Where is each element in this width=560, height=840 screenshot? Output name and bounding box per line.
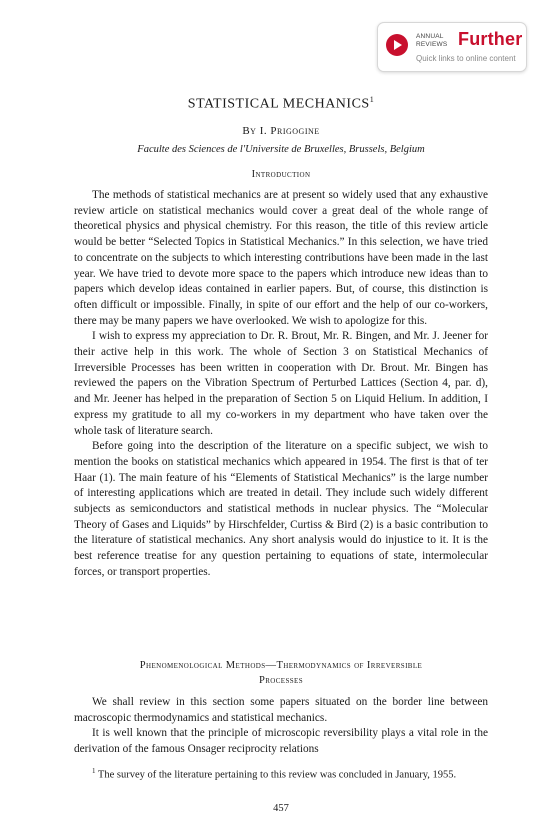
page-number: 457 xyxy=(273,803,289,814)
phenomenological-body xyxy=(74,695,488,758)
quick-links-label: Quick links to online content xyxy=(416,54,516,63)
play-icon xyxy=(386,34,408,56)
author-line: By I. Prigogine xyxy=(242,125,320,137)
annual-reviews-logo-text: ANNUAL REVIEWS xyxy=(416,33,448,48)
affiliation: Faculte des Sciences de l'Universite de Bruxelles, Brussels, Belgium xyxy=(137,144,425,155)
further-label: Further xyxy=(458,29,523,49)
title-footnote-marker: 1 xyxy=(369,95,375,104)
footnote: $^1$ The survey of the literature pertaining to this review was concluded in January, 1955. xyxy=(92,767,457,781)
section-heading-phenomenological-methods: Phenomenological Methods—Thermodynamics of Irreversible Processes xyxy=(139,660,423,686)
annual-reviews-further-badge[interactable] xyxy=(377,22,527,72)
paragraph: The methods of statistical mechanics are at present so widely used that any exhaustive review article on statistical mechanics would cover a great deal of the whole range of theoretical physics and physical chemistry. For this reason, the title of this review article would be better “Selected Topics in Statistical Mechanics.” In this selection, we have tried to concentrate on the subjects to which interesting contributions have been made in the last year. We have tried to devote more space to the papers which introduce new ideas than to papers which develop ideas contained in earlier papers. But, of course, this distinction is often difficult or impossible. Finally, in spite of our effort and the help of our co-workers, there may be many papers we have overlooked. We wish to apologize for this. xyxy=(74,189,488,327)
paragraph: It is well known that the principle of microscopic reversibility plays a vital role in the derivation of the famous Onsager reciprocity relations xyxy=(74,727,488,756)
paragraph: We shall review in this section some papers situated on the border line between macroscopic thermodynamics and statistical mechanics. xyxy=(74,696,488,724)
paragraph: I wish to express my appreciation to Dr. R. Brout, Mr. R. Bingen, and Mr. J. Jeener for their active help in this work. The whole of Section 3 on Statistical Mechanics of Irreversible Processes has been written in cooperation with Dr. Brout. Mr. Bingen has reviewed the papers on the Vibration Spectrum of Perturbed Lattices (Section 4, par. d), and Mr. Jeener has helped in the preparation of Section 5 on Liquid Helium. In addition, I express my gratitude to all my co-workers in my department who have taken over the whole task of literature search. xyxy=(74,330,488,437)
footnote-marker: 1 xyxy=(92,767,96,775)
introduction-body xyxy=(74,188,488,581)
paragraph: Before going into the description of the literature on a specific subject, we wish to mention the books on statistical mechanics which appeared in 1954. The first is that of ter Haar (1). The main feature of his “Elements of Statistical Mechanics” is the large number of interesting applications which are treated in detail. They include such widely different subjects as semiconductors and statistical methods in nuclear physics. The “Molecular Theory of Gases and Liquids” by Hirschfelder, Curtiss & Bird (2) is a basic contribution to the literature of statistical mechanics. Any short analysis would do injustice to it. It is the best reference treatise for any question pertaining to equations of state, intermolecular forces, or transport properties. xyxy=(74,440,488,578)
section-heading-introduction: Introduction xyxy=(251,169,311,180)
article-title: STATISTICAL MECHANICS$^1$ xyxy=(187,95,375,112)
